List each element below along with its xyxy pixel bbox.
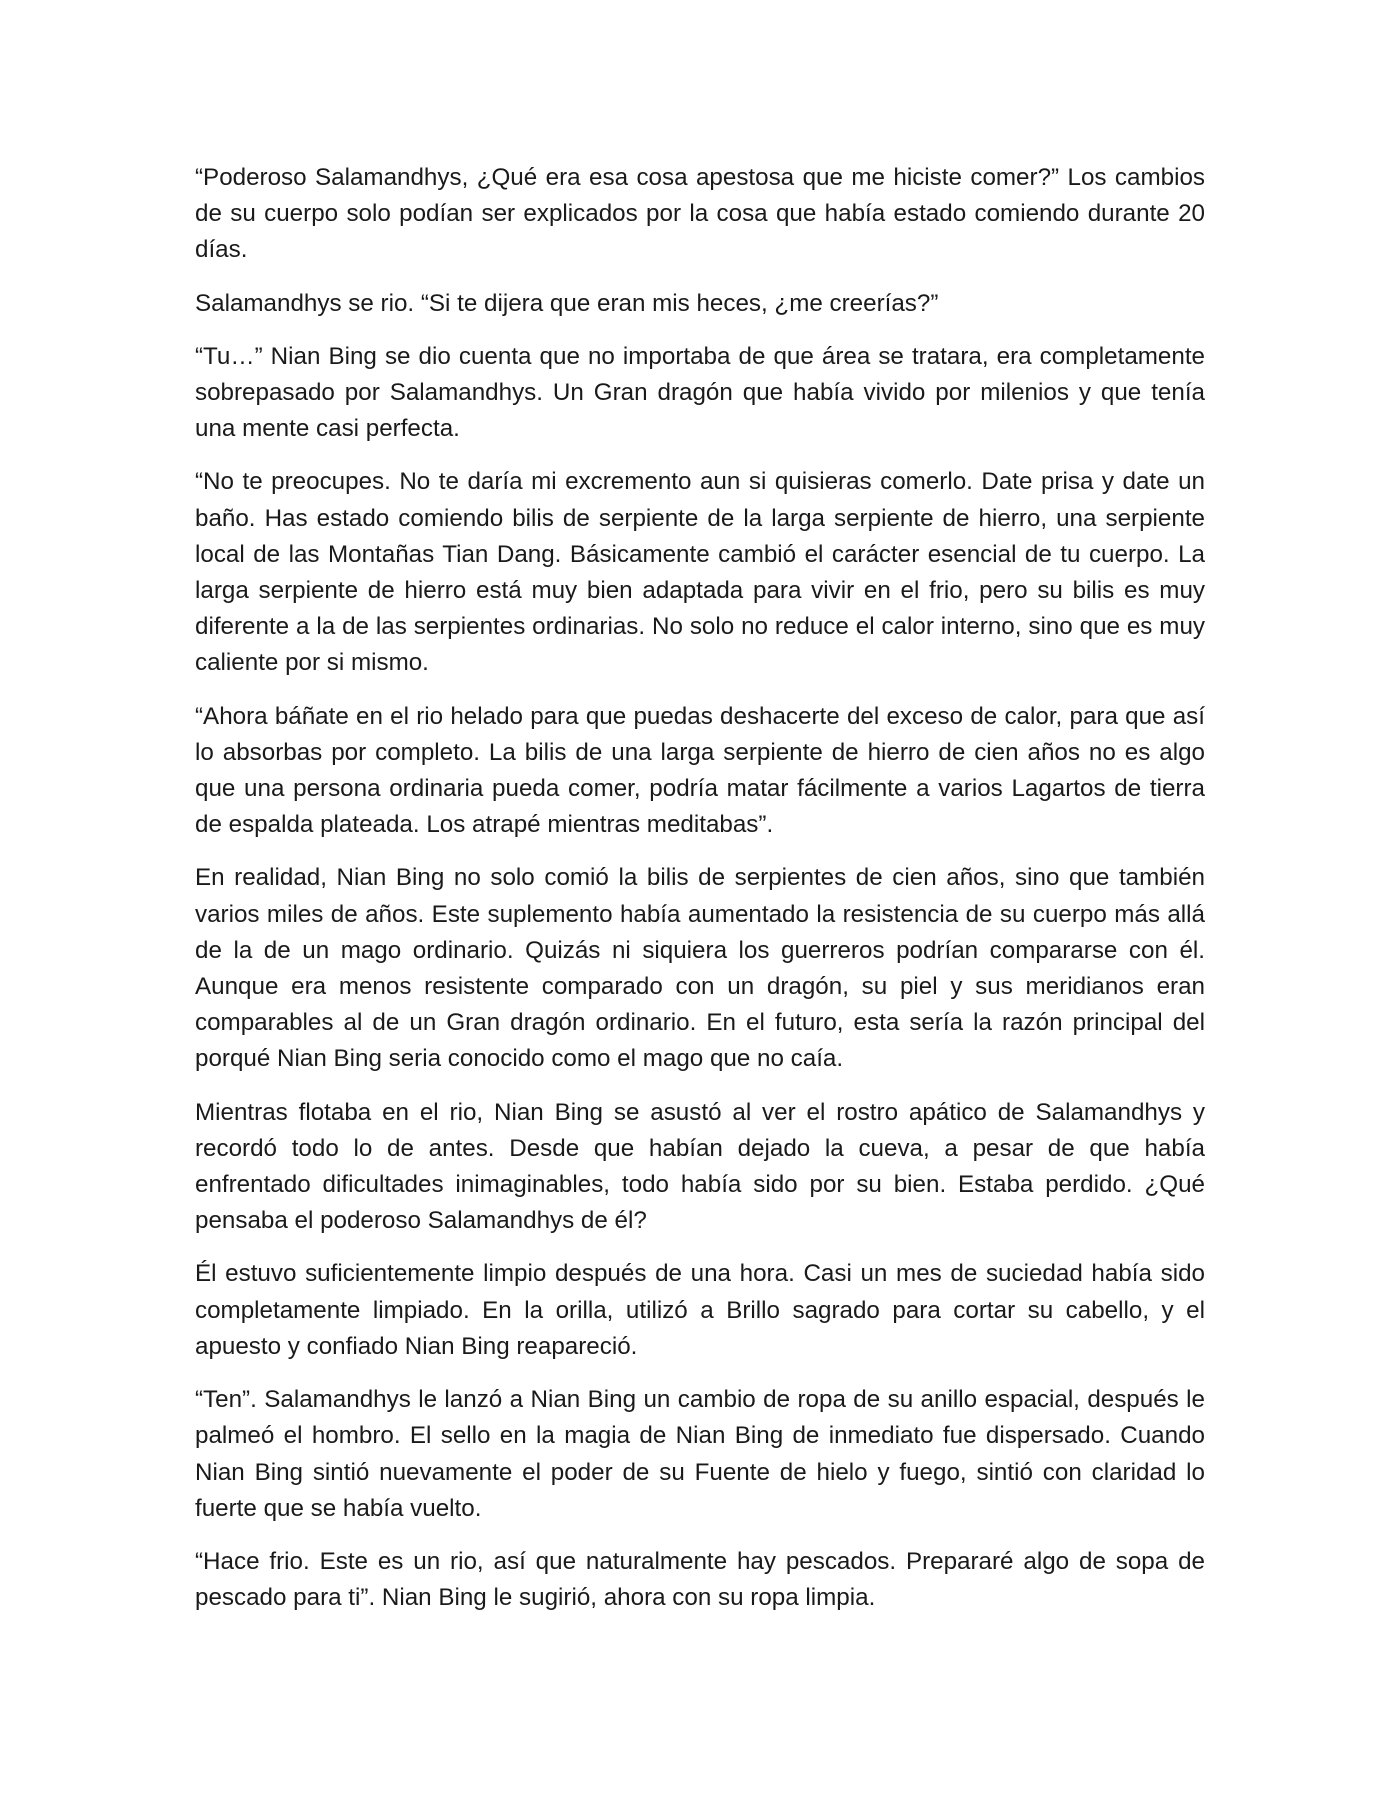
body-text	[195, 160, 1205, 1633]
paragraph-5: “Ahora báñate en el rio helado para que puedas deshacerte del exceso de calor, para que así lo absorbas por completo. La bilis de una larga serpiente de hierro de cien años no es algo que una persona ordinaria pueda comer, podría matar fácilmente a varios Lagartos de tierra de espalda plateada. Los atrapé mientras meditabas”.	[195, 702, 1205, 839]
paragraph-3: “Tu…” Nian Bing se dio cuenta que no importaba de que área se tratara, era completamente sobrepasado por Salamandhys. Un Gran dragón que había vivido por milenios y que tenía una mente casi perfecta.	[195, 342, 1205, 443]
paragraph-8: Él estuvo suficientemente limpio después de una hora. Casi un mes de suciedad había sido completamente limpiado. En la orilla, utilizó a Brillo sagrado para cortar su cabello, y el apuesto y confiado Nian Bing reapareció.	[195, 1260, 1205, 1360]
paragraph-4: “No te preocupes. No te daría mi excremento aun si quisieras comerlo. Date prisa y date un baño. Has estado comiendo bilis de serpiente de la larga serpiente de hierro, una serpiente local de las Montañas Tian Dang. Básicamente cambió el carácter esencial de tu cuerpo. La larga serpiente de hierro está muy bien adaptada para vivir en el frio, pero su bilis es muy diferente a la de las serpientes ordinarias. No solo no reduce el calor interno, sino que es muy caliente por si mismo.	[195, 468, 1205, 677]
paragraph-6: En realidad, Nian Bing no solo comió la bilis de serpientes de cien años, sino que también varios miles de años. Este suplemento había aumentado la resistencia de su cuerpo más allá de la de un mago ordinario. Quizás ni siquiera los guerreros podrían compararse con él. Aunque era menos resistente comparado con un dragón, su piel y sus meridianos eran comparables al de un Gran dragón ordinario. En el futuro, esta sería la razón principal del porqué Nian Bing seria conocido como el mago que no caía.	[195, 864, 1205, 1073]
paragraph-7: Mientras flotaba en el rio, Nian Bing se asustó al ver el rostro apático de Salamandhys y recordó todo lo de antes. Desde que habían dejado la cueva, a pesar de que había enfrentado dificultades inimaginables, todo había sido por su bien. Estaba perdido. ¿Qué pensaba el poderoso Salamandhys de él?	[195, 1098, 1205, 1235]
paragraph-10: “Hace frio. Este es un rio, así que naturalmente hay pescados. Prepararé algo de sopa de pescado para ti”. Nian Bing le sugirió, ahora con su ropa limpia.	[195, 1547, 1205, 1612]
paragraph-2: Salamandhys se rio. “Si te dijera que eran mis heces, ¿me creerías?”	[195, 289, 939, 317]
paragraph-1: “Poderoso Salamandhys, ¿Qué era esa cosa apestosa que me hiciste comer?” Los cambios de su cuerpo solo podían ser explicados por la cosa que había estado comiendo durante 20 días.	[195, 164, 1205, 264]
paragraph-9: “Ten”. Salamandhys le lanzó a Nian Bing un cambio de ropa de su anillo espacial, después le palmeó el hombro. El sello en la magia de Nian Bing de inmediato fue dispersado. Cuando Nian Bing sintió nuevamente el poder de su Fuente de hielo y fuego, sintió con claridad lo fuerte que se había vuelto.	[195, 1386, 1205, 1522]
